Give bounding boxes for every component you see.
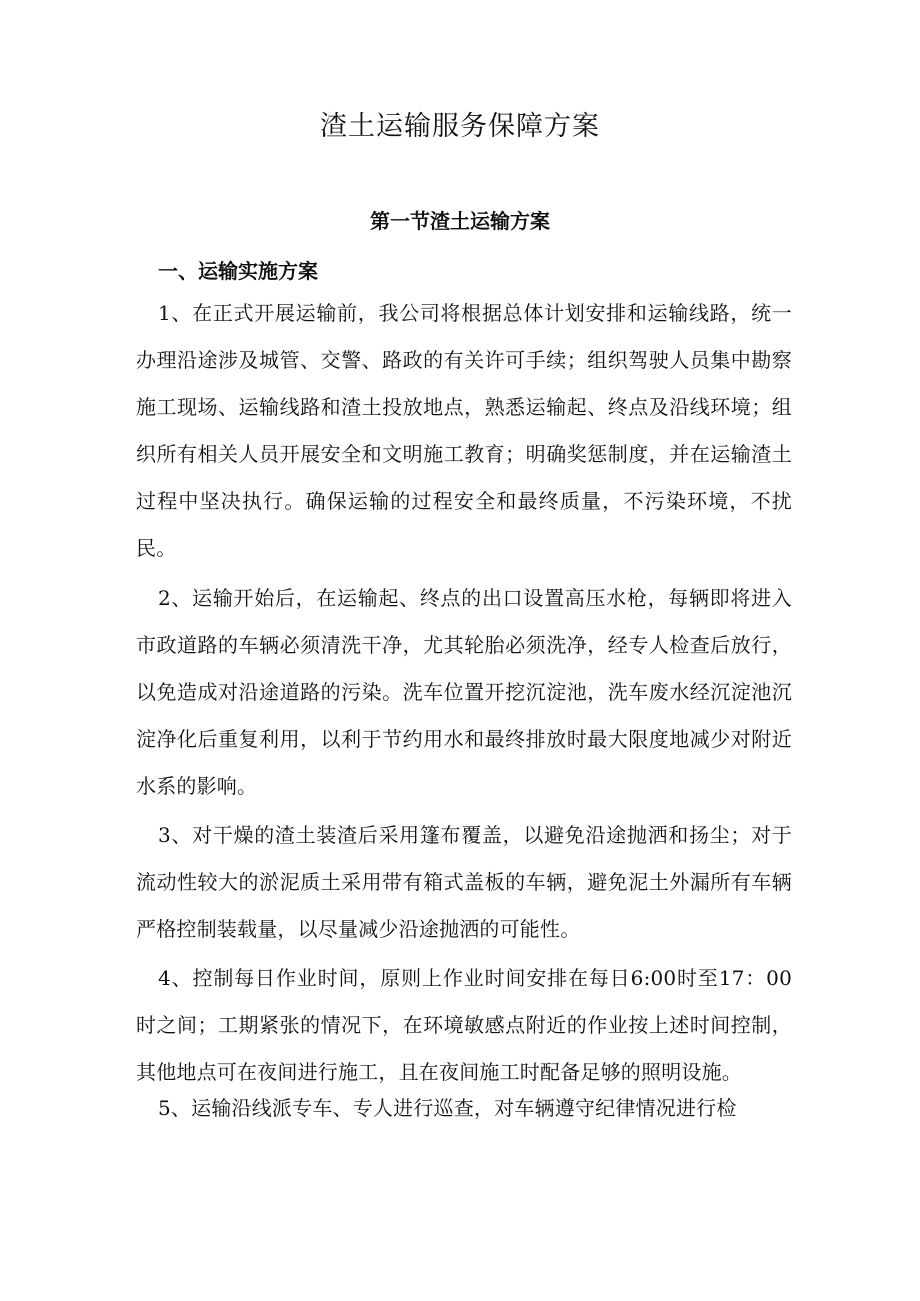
document-title: 渣土运输服务保障方案 — [320, 111, 600, 142]
paragraph-5: 5、运输沿线派专车、专人进行巡查，对车辆遵守纪律情况进行检 — [158, 1096, 737, 1120]
paragraph-4: 4、控制每日作业时间，原则上作业时间安排在每日6:00时至17：00时之间；工期紧张的情况下，在环境敏感点附近的作业按上述时间控制，其他地点可在夜间进行施工，且在夜间施工时配备足够的照明设施。 — [136, 966, 792, 1084]
paragraph-1: 1、在正式开展运输前，我公司将根据总体计划安排和运输线路，统一办理沿途涉及城管、交警、路政的有关许可手续；组织驾驶人员集中勘察施工现场、运输线路和渣土投放地点，熟悉运输起、终点及沿线环境；组织所有相关人员开展安全和文明施工教育；明确奖惩制度，并在运输渣土过程中坚决执行。确保运输的过程安全和最终质量，不污染环境，不扰民。 — [136, 301, 792, 560]
subsection-heading: 一、运输实施方案 — [158, 259, 318, 283]
section-title: 第一节渣土运输方案 — [370, 209, 550, 233]
paragraph-2: 2、运输开始后，在运输起、终点的出口设置高压水枪，每辆即将进入市政道路的车辆必须清洗干净，尤其轮胎必须洗净，经专人检查后放行，以免造成对沿途道路的污染。洗车位置开挖沉淀池，洗车废水经沉淀池沉淀净化后重复利用，以利于节约用水和最终排放时最大限度地减少对附近水系的影响。 — [136, 586, 792, 798]
paragraph-3: 3、对干燥的渣土装渣后采用篷布覆盖，以避免沿途抛洒和扬尘；对于流动性较大的淤泥质土采用带有箱式盖板的车辆，避免泥土外漏所有车辆严格控制装载量，以尽量减少沿途抛洒的可能性。 — [136, 823, 792, 941]
